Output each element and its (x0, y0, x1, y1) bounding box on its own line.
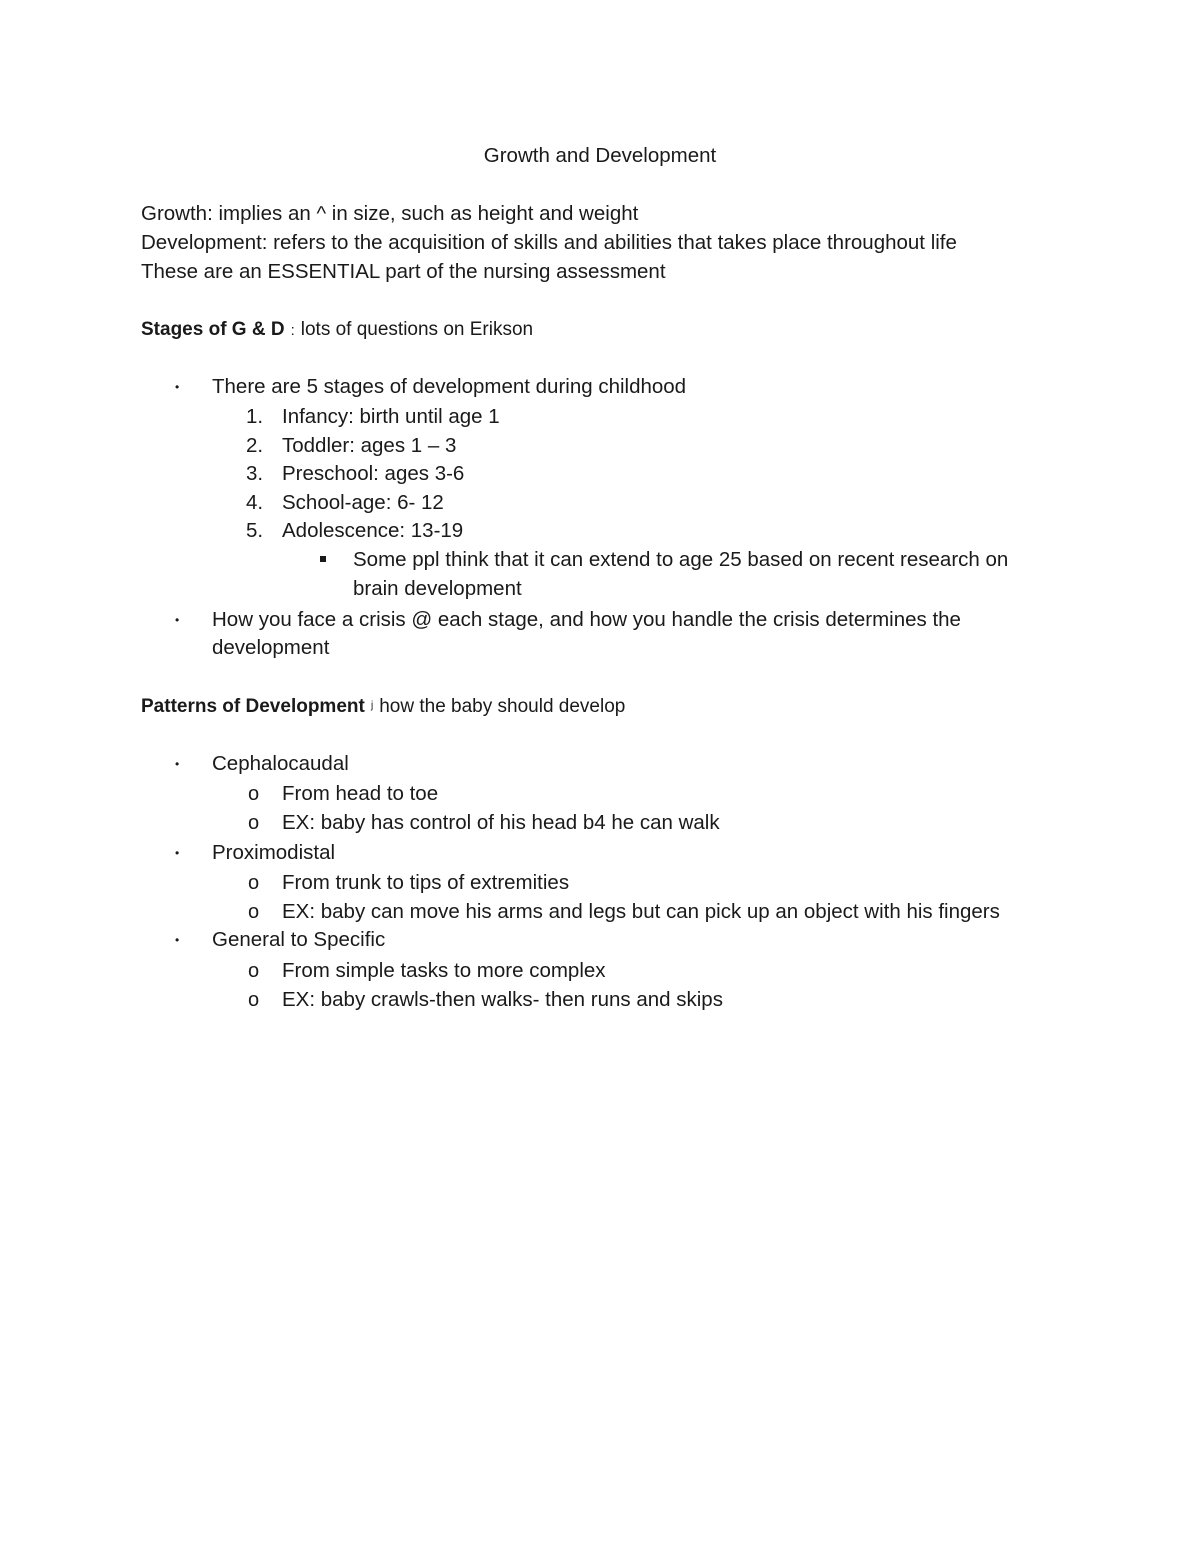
pattern-sub-item: EX: baby can move his arms and legs but can pick up an object with his fingers (282, 900, 1000, 923)
pattern-general-to-specific: General to Specific (212, 928, 386, 951)
bullet-icon: • (175, 933, 180, 947)
stages-bullet-2-line2: development (212, 636, 330, 659)
pattern-sub-item: From trunk to tips of extremities (282, 871, 570, 894)
pattern-cephalocaudal: Cephalocaudal (212, 752, 349, 775)
list-number: 5. (246, 519, 264, 542)
intro-growth: Growth: implies an ^ in size, such as height and weight (141, 202, 639, 225)
circle-bullet-icon: o (248, 783, 260, 805)
bullet-icon: • (175, 613, 180, 627)
patterns-note: how the baby should develop (379, 696, 626, 717)
pattern-sub-item: EX: baby has control of his head b4 he can walk (282, 811, 720, 834)
circle-bullet-icon: o (248, 872, 260, 894)
patterns-heading-line (141, 694, 625, 721)
bullet-icon: • (175, 757, 180, 771)
stages-heading: Stages of G & D (141, 319, 285, 340)
stages-note: lots of questions on Erikson (300, 319, 534, 340)
patterns-heading: Patterns of Development (141, 696, 365, 717)
patterns-separator: ʲ (370, 699, 374, 716)
stage-toddler: Toddler: ages 1 – 3 (282, 434, 457, 457)
pattern-sub-item: From head to toe (282, 782, 439, 805)
stage-preschool: Preschool: ages 3-6 (282, 462, 465, 485)
list-number: 4. (246, 491, 264, 514)
stages-bullet-1: There are 5 stages of development during childhood (212, 375, 687, 398)
list-number: 2. (246, 434, 264, 457)
pattern-sub-item: EX: baby crawls-then walks- then runs and skips (282, 988, 723, 1011)
stages-separator: : (290, 322, 295, 339)
pattern-proximodistal: Proximodistal (212, 841, 336, 864)
bullet-icon: • (175, 846, 180, 860)
stages-heading-line (141, 317, 533, 344)
circle-bullet-icon: o (248, 989, 260, 1011)
adolescence-note-line2: brain development (353, 577, 522, 600)
circle-bullet-icon: o (248, 812, 260, 834)
list-number: 3. (246, 462, 264, 485)
stages-bullet-2-line1: How you face a crisis @ each stage, and how you handle the crisis determines the (212, 608, 961, 631)
stage-infancy: Infancy: birth until age 1 (282, 405, 500, 428)
list-number: 1. (246, 405, 264, 428)
document-title: Growth and Development (483, 144, 717, 167)
square-bullet-icon (320, 556, 326, 562)
circle-bullet-icon: o (248, 901, 260, 923)
bullet-icon: • (175, 380, 180, 394)
circle-bullet-icon: o (248, 960, 260, 982)
stage-school-age: School-age: 6- 12 (282, 491, 444, 514)
adolescence-note-line1: Some ppl think that it can extend to age 25 based on recent research on (353, 548, 1009, 571)
intro-development: Development: refers to the acquisition of skills and abilities that takes place throughout life (141, 231, 957, 254)
pattern-sub-item: From simple tasks to more complex (282, 959, 606, 982)
stage-adolescence: Adolescence: 13-19 (282, 519, 464, 542)
intro-essential: These are an ESSENTIAL part of the nursing assessment (141, 260, 666, 283)
